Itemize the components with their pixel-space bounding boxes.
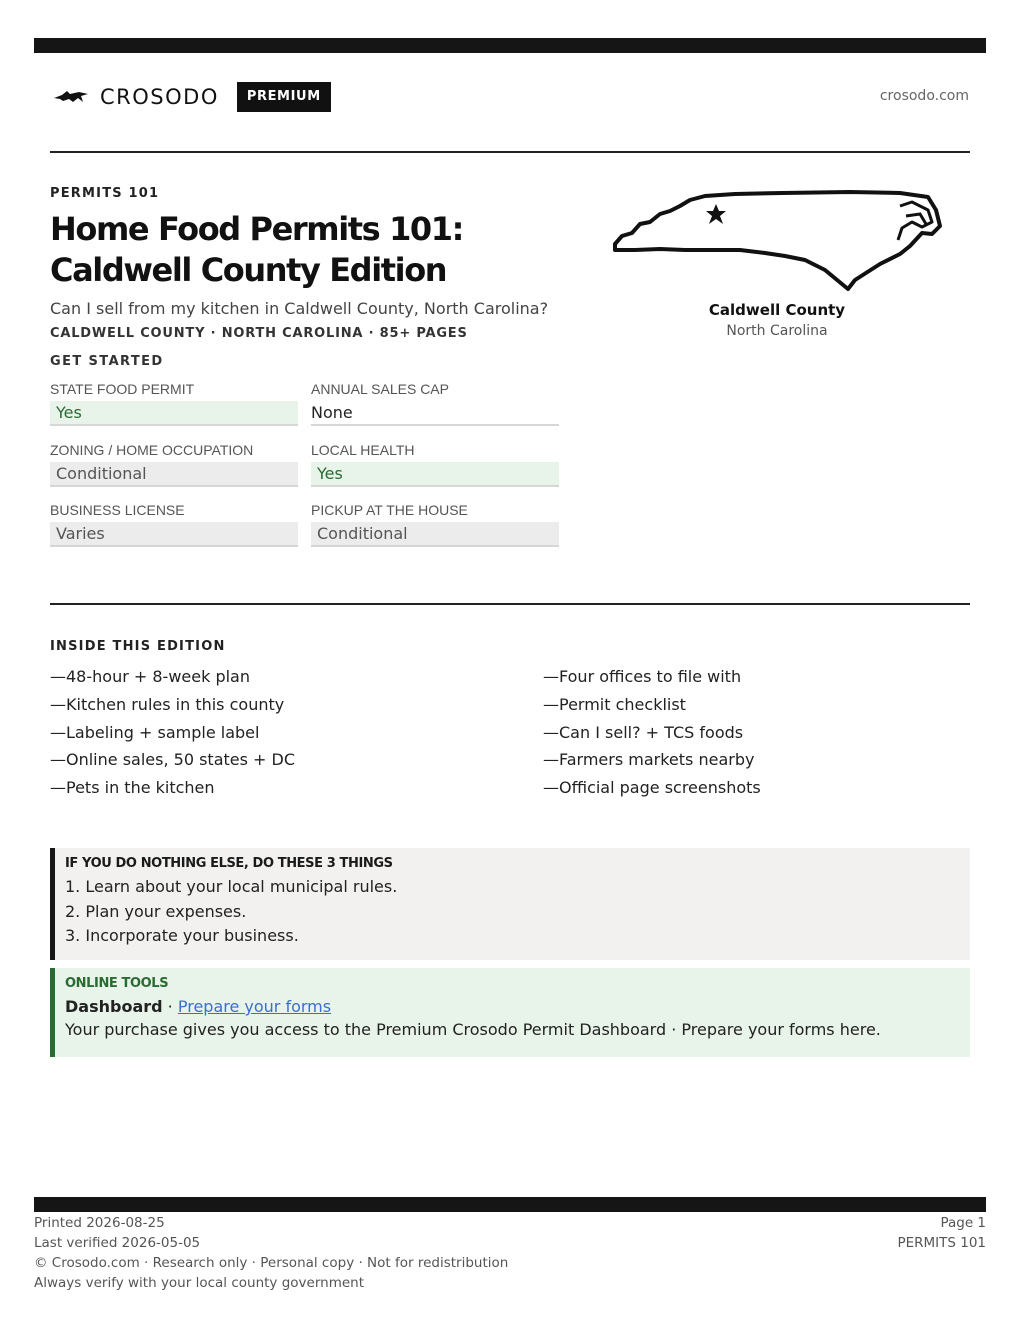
list-item: —Official page screenshots — [543, 778, 761, 798]
fact-annual-sales-cap — [311, 381, 559, 426]
north-carolina-map — [610, 186, 944, 296]
list-item: —Four offices to file with — [543, 667, 742, 686]
fact-label: BUSINESS LICENSE — [50, 502, 185, 518]
list-item: —Kitchen rules in this county — [50, 694, 285, 714]
map-state-label: North Carolina — [726, 323, 828, 339]
separator: · — [162, 997, 178, 1016]
tools-description: Your purchase gives you access to the Premium Crosodo Permit Dashboard · Prepare your forms here. — [65, 1020, 881, 1039]
must-do-list — [65, 875, 960, 949]
fact-value: Varies — [50, 522, 298, 547]
copyright: © Crosodo.com · Research only · Personal copy · Not for redistribution — [34, 1255, 509, 1271]
printed-date: Printed 2026-08-25 — [34, 1215, 165, 1231]
fact-pickup — [311, 502, 559, 547]
brand-name: CROSODO — [100, 85, 219, 109]
list-item: —Pets in the kitchen — [50, 778, 215, 798]
fact-label: PICKUP AT THE HOUSE — [311, 502, 468, 518]
header-divider — [50, 151, 970, 153]
list-item: 1. Learn about your local municipal rules. — [65, 877, 398, 896]
list-item: —Labeling + sample label — [50, 722, 260, 742]
fact-label: ZONING / HOME OCCUPATION — [50, 442, 254, 458]
premium-badge: PREMIUM — [237, 82, 331, 112]
fact-label: ANNUAL SALES CAP — [311, 381, 449, 397]
fact-business-license — [50, 502, 298, 547]
dashboard-label: Dashboard — [65, 997, 163, 1016]
fact-value: Yes — [50, 401, 298, 426]
page-title — [50, 209, 570, 291]
page-subtitle: Can I sell from my kitchen in Caldwell County, North Carolina? — [50, 299, 549, 318]
must-do-heading: IF YOU DO NOTHING ELSE, DO THESE 3 THINGS — [65, 856, 393, 871]
tools-line — [65, 997, 960, 1016]
list-item: —Permit checklist — [543, 694, 686, 714]
site-url[interactable]: crosodo.com — [879, 88, 969, 104]
list-item: —48-hour + 8-week plan — [50, 667, 250, 686]
must-do-callout — [50, 848, 970, 960]
get-started-heading: GET STARTED — [50, 354, 164, 369]
footer-bar — [34, 1197, 986, 1212]
fact-label: STATE FOOD PERMIT — [50, 381, 195, 397]
fact-label: LOCAL HEALTH — [311, 442, 415, 458]
section-kicker: PERMITS 101 — [50, 186, 160, 201]
brand — [54, 82, 331, 112]
section-divider — [50, 603, 970, 605]
title-line-1: Home Food Permits 101: — [50, 210, 464, 248]
inside-list-right — [543, 665, 761, 804]
footer-left — [34, 1213, 508, 1293]
map-county-label: Caldwell County — [708, 301, 846, 319]
fact-value: Conditional — [311, 522, 559, 547]
state-outline — [615, 192, 940, 289]
list-item: 3. Incorporate your business. — [65, 926, 299, 945]
list-item: —Online sales, 50 states + DC — [50, 750, 296, 770]
list-item: —Farmers markets nearby — [543, 750, 755, 770]
fact-value: Conditional — [50, 462, 298, 487]
list-item: —Can I sell? + TCS foods — [543, 722, 744, 742]
fact-local-health — [311, 442, 559, 487]
verify-note: Always verify with your local county government — [34, 1275, 364, 1291]
inside-heading: INSIDE THIS EDITION — [50, 639, 226, 654]
fact-zoning — [50, 442, 298, 487]
footer-right — [897, 1213, 986, 1253]
title-line-2: Caldwell County Edition — [50, 251, 447, 289]
star-marker-icon — [706, 204, 726, 224]
online-tools-heading: ONLINE TOOLS — [65, 976, 169, 991]
fact-state-food-permit — [50, 381, 298, 426]
page-number: Page 1 — [940, 1215, 986, 1231]
footer-section: PERMITS 101 — [897, 1235, 986, 1251]
fact-value: None — [311, 401, 559, 426]
inside-list-left — [50, 665, 295, 804]
fact-value: Yes — [311, 462, 559, 487]
verified-date: Last verified 2026-05-05 — [34, 1235, 201, 1251]
prepare-forms-link[interactable]: Prepare your forms — [177, 997, 332, 1016]
online-tools-callout — [50, 968, 970, 1057]
bird-logo-icon — [54, 89, 88, 105]
edition-meta: CALDWELL COUNTY · NORTH CAROLINA · 85+ PAGES — [50, 326, 468, 341]
list-item: 2. Plan your expenses. — [65, 901, 247, 921]
top-bar — [34, 38, 986, 53]
